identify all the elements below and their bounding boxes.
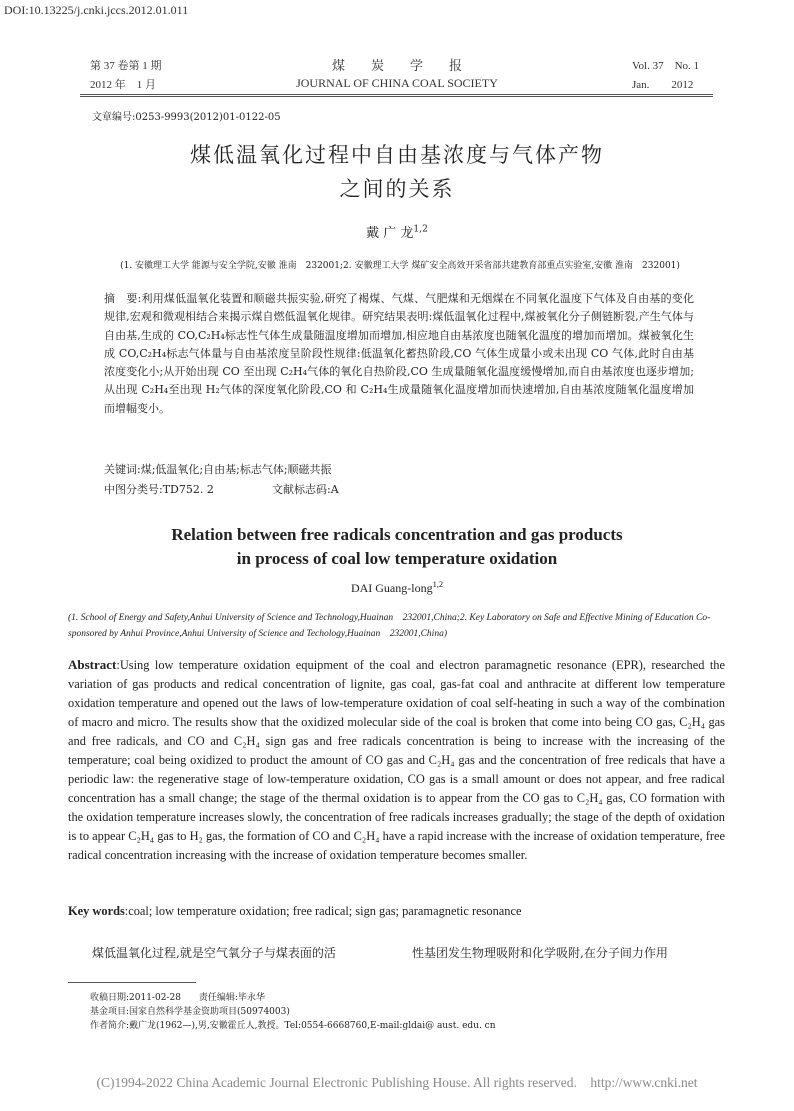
- author-en-name: DAI Guang-long: [350, 581, 433, 595]
- abstract-en-label: Abstract: [68, 657, 117, 672]
- header-rule: [80, 94, 713, 95]
- affiliation-en: (1. School of Energy and Safety,Anhui University of Science and Technology,Huainan 232001,China;2. Key Laboratory on Safe and Effective Mining of Education Co-sponsored by Anhui Province,Anhui University of Science and Techology,Huainan 232001,China): [68, 613, 711, 639]
- keywords-cn: 关键词:煤;低温氧化;自由基;标志气体;顺磁共振: [104, 463, 332, 476]
- abstract-en-text: :Using low temperature oxidation equipment of the coal and electron paramagnetic resonance (EPR), researched the variation of gas products and redical concentration of lignite, gas coal, gas-fat coal and anthracite at different low temperature oxidation temperature and opened out the laws of low-temperature oxidation of coal self-heating in such a way of the combination of macro and micro. The results show that the oxidized molecular side of the coal is broken that come into being CO gas, C₂H₄ gas and free radicals, and CO and C₂H₄ sign gas and free radicals concentration is being to increase with the increasing of the temperature; coal being oxidized to product the amount of CO gas and C₂H₄ gas and the concentration of free redicals that have a periodic law: the regenerative stage of low-temperature oxidation, CO gas is a small amount or does not appear, and free radical concentration has a small change; the stage of the thermal oxidation is to appear from the CO gas to C₂H₄ gas, CO formation with the oxidation temperature increases slowly, the concentration of free radicals increases gradually; the stage of the depth of oxidation is to appear C₂H₄ gas to H₂ gas, the formation of CO and C₂H₄ have a rapid increase with the increase of oxidation temperature, free radical concentration increasing with the increase of oxidation temperature becomes smaller.: [68, 658, 725, 862]
- header-volume-cn: 第 37 卷第 1 期: [90, 60, 162, 72]
- title-en-line1: Relation between free radicals concentration and gas products: [171, 525, 623, 544]
- header-date-cn: 2012 年 1 月: [90, 79, 156, 91]
- header-rule-thin: [80, 96, 713, 97]
- header-journal-en: JOURNAL OF CHINA COAL SOCIETY: [296, 76, 498, 90]
- footnote-fund: 基金项目:国家自然科学基金资助项目(50974003): [90, 1007, 290, 1017]
- keywords-en-text: :coal; low temperature oxidation; free radical; sign gas; paramagnetic resonance: [124, 904, 522, 918]
- abstract-en: [68, 655, 725, 865]
- author-en: [0, 580, 794, 596]
- affiliation-cn: (1. 安徽理工大学 能源与安全学院,安徽 淮南 232001;2. 安徽理工大学 煤矿安全高效开采省部共建教育部重点实验室,安徽 淮南 232001): [120, 261, 680, 271]
- body-text-right: 性基团发生物理吸附和化学吸附,在分子间力作用: [412, 946, 668, 960]
- author-en-sup: 1,2: [432, 580, 444, 589]
- title-cn-line2: 之间的关系: [339, 177, 455, 201]
- footnote-author: 作者简介:戴广龙(1962—),男,安徽霍丘人,教授。Tel:0554-6668760,E-mail:gldai@ aust. edu. cn: [90, 1021, 496, 1031]
- keywords-en-label: Key words: [68, 904, 125, 918]
- copyright-notice: (C)1994-2022 China Academic Journal Electronic Publishing House. All rights reserved. http://www.cnki.net: [96, 1075, 698, 1090]
- author-cn: [0, 222, 794, 241]
- article-number: 文章编号:0253-9993(2012)01-0122-05: [92, 112, 281, 123]
- clc-number: 中图分类号:TD752. 2: [104, 483, 214, 496]
- title-cn-line1: 煤低温氧化过程中自由基浓度与气体产物: [190, 143, 604, 167]
- document-code: 文献标志码:A: [272, 483, 339, 496]
- footnote-received: 收稿日期:2011-02-28 责任编辑:毕永华: [90, 993, 265, 1003]
- keywords-en: [68, 904, 725, 919]
- header-journal-cn: 煤 炭 学 报: [331, 59, 462, 74]
- footnote-rule: [68, 982, 196, 983]
- title-en-line2: in process of coal low temperature oxidation: [236, 549, 558, 568]
- header-volume-en: Vol. 37 No. 1: [632, 60, 700, 72]
- abstract-cn: 摘 要:利用煤低温氧化装置和顺磁共振实验,研究了褐煤、气煤、气肥煤和无烟煤在不同氧化温度下气体及自由基的变化规律,宏观和微观相结合来揭示煤自燃低温氧化规律。研究结果表明:煤低温氧化过程中,煤被氧化分子侧链断裂,产生气体与自由基,生成的 CO,C₂H₄标志性气体生成量随温度增加而增加,相应地自由基浓度也随氧化温度的增加而增加。煤被氧化生成 CO,C₂H₄标志气体量与自由基浓度呈阶段性规律:低温氧化蓄热阶段,CO 气体生成量小或未出现 CO 气体,此时自由基浓度变化小;从开始出现 CO 至出现 C₂H₄气体的氧化自热阶段,CO 生成量随氧化温度缓慢增加,而自由基浓度也逐步增加;从出现 C₂H₄至出现 H₂气体的深度氧化阶段,CO 和 C₂H₄生成量随氧化温度增加而快速增加,自由基浓度随氧化温度增加而增幅变小。: [104, 292, 694, 415]
- doi: DOI:10.13225/j.cnki.jccs.2012.01.011: [4, 3, 189, 17]
- author-cn-sup: 1,2: [413, 224, 428, 235]
- header-date-en: Jan. 2012: [632, 79, 694, 91]
- author-cn-name: 戴 广 龙: [366, 226, 414, 241]
- body-text-left: 煤低温氧化过程,就是空气氧分子与煤表面的活: [92, 946, 336, 960]
